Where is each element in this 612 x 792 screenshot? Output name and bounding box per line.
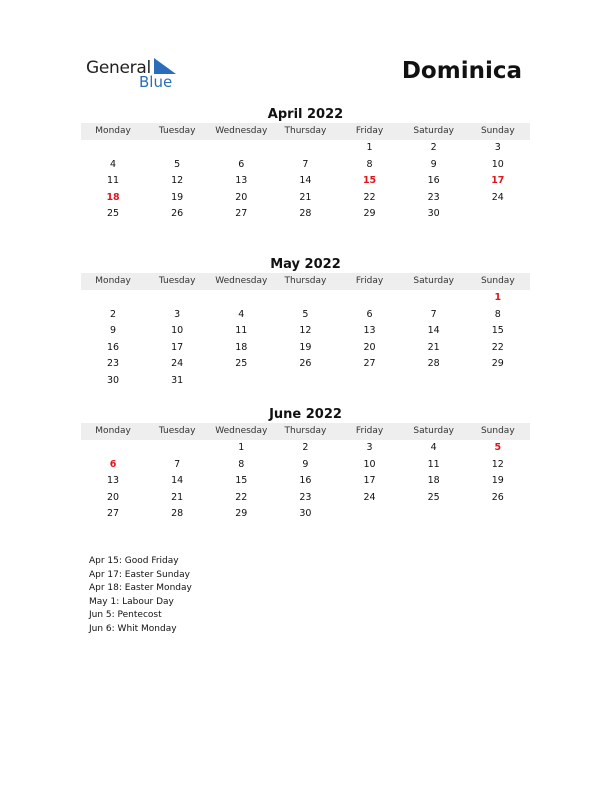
logo-text-general: General [86, 58, 151, 78]
week-row [81, 356, 530, 373]
day-cell: 12 [491, 458, 504, 470]
week-rows [81, 140, 530, 223]
day-cell: 25 [427, 491, 440, 503]
day-cell: 15 [491, 325, 504, 337]
day-cell: 7 [430, 308, 437, 320]
day-cell: 6 [366, 308, 373, 320]
holiday-list-item: Jun 5: Pentecost [89, 610, 162, 621]
weekday-label: Sunday [480, 276, 515, 286]
day-cell [338, 290, 402, 307]
week-row [81, 290, 530, 307]
day-cell: 31 [171, 374, 184, 386]
week-row [81, 490, 530, 507]
day-cell [338, 373, 402, 390]
day-cell: 1 [366, 142, 373, 153]
day-cell: 29 [491, 358, 504, 370]
day-cell: 26 [171, 208, 184, 220]
day-cell [145, 140, 209, 157]
day-cell: 30 [107, 374, 120, 386]
weekday-label: Tuesday [158, 276, 196, 286]
day-cell [466, 506, 530, 523]
day-cell: 4 [238, 308, 245, 320]
day-cell: 19 [491, 475, 504, 487]
day-cell: 17 [171, 341, 184, 353]
week-row [81, 373, 530, 390]
week-row [81, 323, 530, 340]
day-cell: 12 [299, 325, 312, 337]
day-cell: 20 [235, 191, 248, 203]
day-cell: 23 [299, 491, 312, 503]
weekday-label: Monday [95, 126, 131, 136]
day-cell: 2 [430, 142, 437, 153]
weekday-label: Monday [95, 276, 131, 286]
day-cell: 3 [174, 308, 181, 320]
day-cell: 28 [299, 208, 312, 220]
day-cell: 2 [302, 442, 309, 453]
holiday-day-cell: 17 [491, 175, 505, 187]
weekday-label: Tuesday [158, 126, 196, 136]
month-title: June 2022 [269, 407, 342, 422]
day-cell: 19 [171, 191, 184, 203]
day-cell: 13 [235, 175, 248, 187]
day-cell: 30 [427, 208, 440, 220]
weekday-header-row [81, 273, 530, 290]
day-cell: 22 [363, 191, 376, 203]
day-cell: 23 [107, 358, 120, 370]
holiday-list [89, 555, 192, 637]
day-cell [402, 506, 466, 523]
weekday-header-row [81, 123, 530, 140]
day-cell: 26 [491, 491, 504, 503]
day-cell: 24 [491, 191, 504, 203]
day-cell [466, 373, 530, 390]
day-cell: 8 [238, 458, 245, 470]
weekday-label: Sunday [480, 426, 515, 436]
day-cell [209, 140, 273, 157]
day-cell: 4 [110, 158, 117, 170]
logo-text-blue: Blue [139, 73, 173, 91]
weekday-label: Friday [355, 426, 384, 436]
day-cell: 29 [235, 508, 248, 520]
month-june [81, 406, 530, 523]
day-cell: 5 [302, 308, 309, 320]
week-row [81, 307, 530, 324]
weekday-label: Thursday [284, 276, 327, 286]
day-cell: 20 [363, 341, 376, 353]
day-cell: 3 [494, 142, 501, 153]
weekday-label: Saturday [413, 276, 454, 286]
day-cell: 21 [299, 191, 312, 203]
month-april [81, 106, 530, 223]
week-row [81, 506, 530, 523]
day-cell: 9 [302, 458, 309, 470]
day-cell: 18 [235, 341, 248, 353]
weekday-label: Wednesday [215, 276, 268, 286]
day-cell [466, 206, 530, 223]
day-cell: 28 [171, 508, 184, 520]
country-title: Dominica [401, 58, 522, 84]
day-cell [81, 440, 145, 457]
weekday-label: Monday [95, 426, 131, 436]
weekday-header-row [81, 423, 530, 440]
day-cell: 22 [491, 341, 504, 353]
day-cell: 27 [363, 358, 376, 370]
day-cell: 27 [107, 508, 120, 520]
day-cell: 20 [107, 491, 120, 503]
day-cell [273, 373, 337, 390]
day-cell [402, 373, 466, 390]
day-cell: 26 [299, 358, 312, 370]
day-cell: 5 [174, 158, 181, 170]
month-title: May 2022 [270, 257, 341, 272]
day-cell [81, 140, 145, 157]
day-cell [81, 290, 145, 307]
day-cell: 27 [235, 208, 248, 220]
weekday-label: Wednesday [215, 126, 268, 136]
logo-flag-icon [154, 58, 176, 74]
week-row [81, 173, 530, 190]
day-cell: 21 [427, 341, 440, 353]
day-cell: 30 [299, 508, 312, 520]
day-cell: 4 [430, 442, 437, 453]
holiday-day-cell: 5 [494, 442, 502, 453]
day-cell: 25 [107, 208, 120, 220]
day-cell [145, 290, 209, 307]
day-cell: 14 [427, 325, 440, 337]
day-cell: 18 [427, 475, 440, 487]
weekday-label: Wednesday [215, 426, 268, 436]
day-cell: 24 [171, 358, 184, 370]
day-cell: 7 [174, 458, 181, 470]
day-cell: 7 [302, 158, 309, 170]
generalblue-logo [86, 56, 186, 92]
day-cell: 23 [427, 191, 440, 203]
week-row [81, 140, 530, 157]
holiday-list-item: May 1: Labour Day [89, 596, 174, 607]
day-cell: 24 [363, 491, 376, 503]
weekday-label: Thursday [284, 126, 327, 136]
day-cell: 16 [427, 175, 440, 187]
holiday-list-item: Apr 15: Good Friday [89, 556, 179, 566]
weekday-label: Tuesday [158, 426, 196, 436]
holiday-list-item: Apr 18: Easter Monday [89, 583, 192, 594]
week-rows [81, 440, 530, 523]
day-cell: 25 [235, 358, 248, 370]
weekday-label: Friday [355, 126, 384, 136]
day-cell [273, 140, 337, 157]
week-row [81, 157, 530, 174]
day-cell: 10 [171, 325, 184, 337]
holiday-day-cell: 15 [362, 175, 377, 187]
day-cell: 1 [238, 442, 245, 453]
week-row [81, 190, 530, 207]
holiday-list-item: Apr 17: Easter Sunday [89, 569, 190, 580]
weekday-label: Saturday [413, 426, 454, 436]
day-cell: 12 [171, 175, 184, 187]
week-row [81, 206, 530, 223]
day-cell [209, 373, 273, 390]
day-cell: 15 [235, 475, 248, 487]
weekday-label: Thursday [284, 426, 327, 436]
day-cell: 9 [430, 158, 437, 170]
day-cell: 11 [427, 458, 440, 470]
day-cell: 16 [299, 475, 312, 487]
day-cell: 3 [366, 442, 373, 453]
holiday-list-item: Jun 6: Whit Monday [89, 623, 177, 634]
weekday-label: Friday [355, 276, 384, 286]
month-may [81, 256, 530, 390]
week-rows [81, 290, 530, 390]
day-cell: 11 [235, 325, 248, 337]
weekday-label: Sunday [480, 126, 515, 136]
day-cell: 28 [427, 358, 440, 370]
week-row [81, 457, 530, 474]
day-cell: 29 [363, 208, 376, 220]
day-cell: 22 [235, 491, 248, 503]
day-cell: 17 [363, 475, 376, 487]
week-row [81, 340, 530, 357]
day-cell: 2 [110, 308, 117, 320]
day-cell: 6 [238, 158, 245, 170]
month-title: April 2022 [267, 107, 344, 122]
day-cell: 16 [107, 341, 120, 353]
day-cell: 13 [107, 475, 120, 487]
day-cell: 19 [299, 341, 312, 353]
holiday-day-cell: 6 [109, 458, 117, 470]
day-cell [402, 290, 466, 307]
day-cell: 9 [110, 325, 117, 337]
weekday-label: Saturday [413, 126, 454, 136]
day-cell [145, 440, 209, 457]
holiday-day-cell: 1 [494, 292, 502, 303]
day-cell [273, 290, 337, 307]
day-cell [209, 290, 273, 307]
day-cell: 10 [491, 158, 504, 170]
day-cell: 14 [299, 175, 312, 187]
holiday-day-cell: 18 [106, 191, 120, 203]
week-row [81, 473, 530, 490]
day-cell: 21 [171, 491, 184, 503]
day-cell: 8 [366, 158, 373, 170]
day-cell [338, 506, 402, 523]
week-row [81, 440, 530, 457]
day-cell: 8 [494, 308, 501, 320]
day-cell: 13 [363, 325, 376, 337]
day-cell: 14 [171, 475, 184, 487]
day-cell: 10 [363, 458, 376, 470]
day-cell: 11 [107, 175, 120, 187]
